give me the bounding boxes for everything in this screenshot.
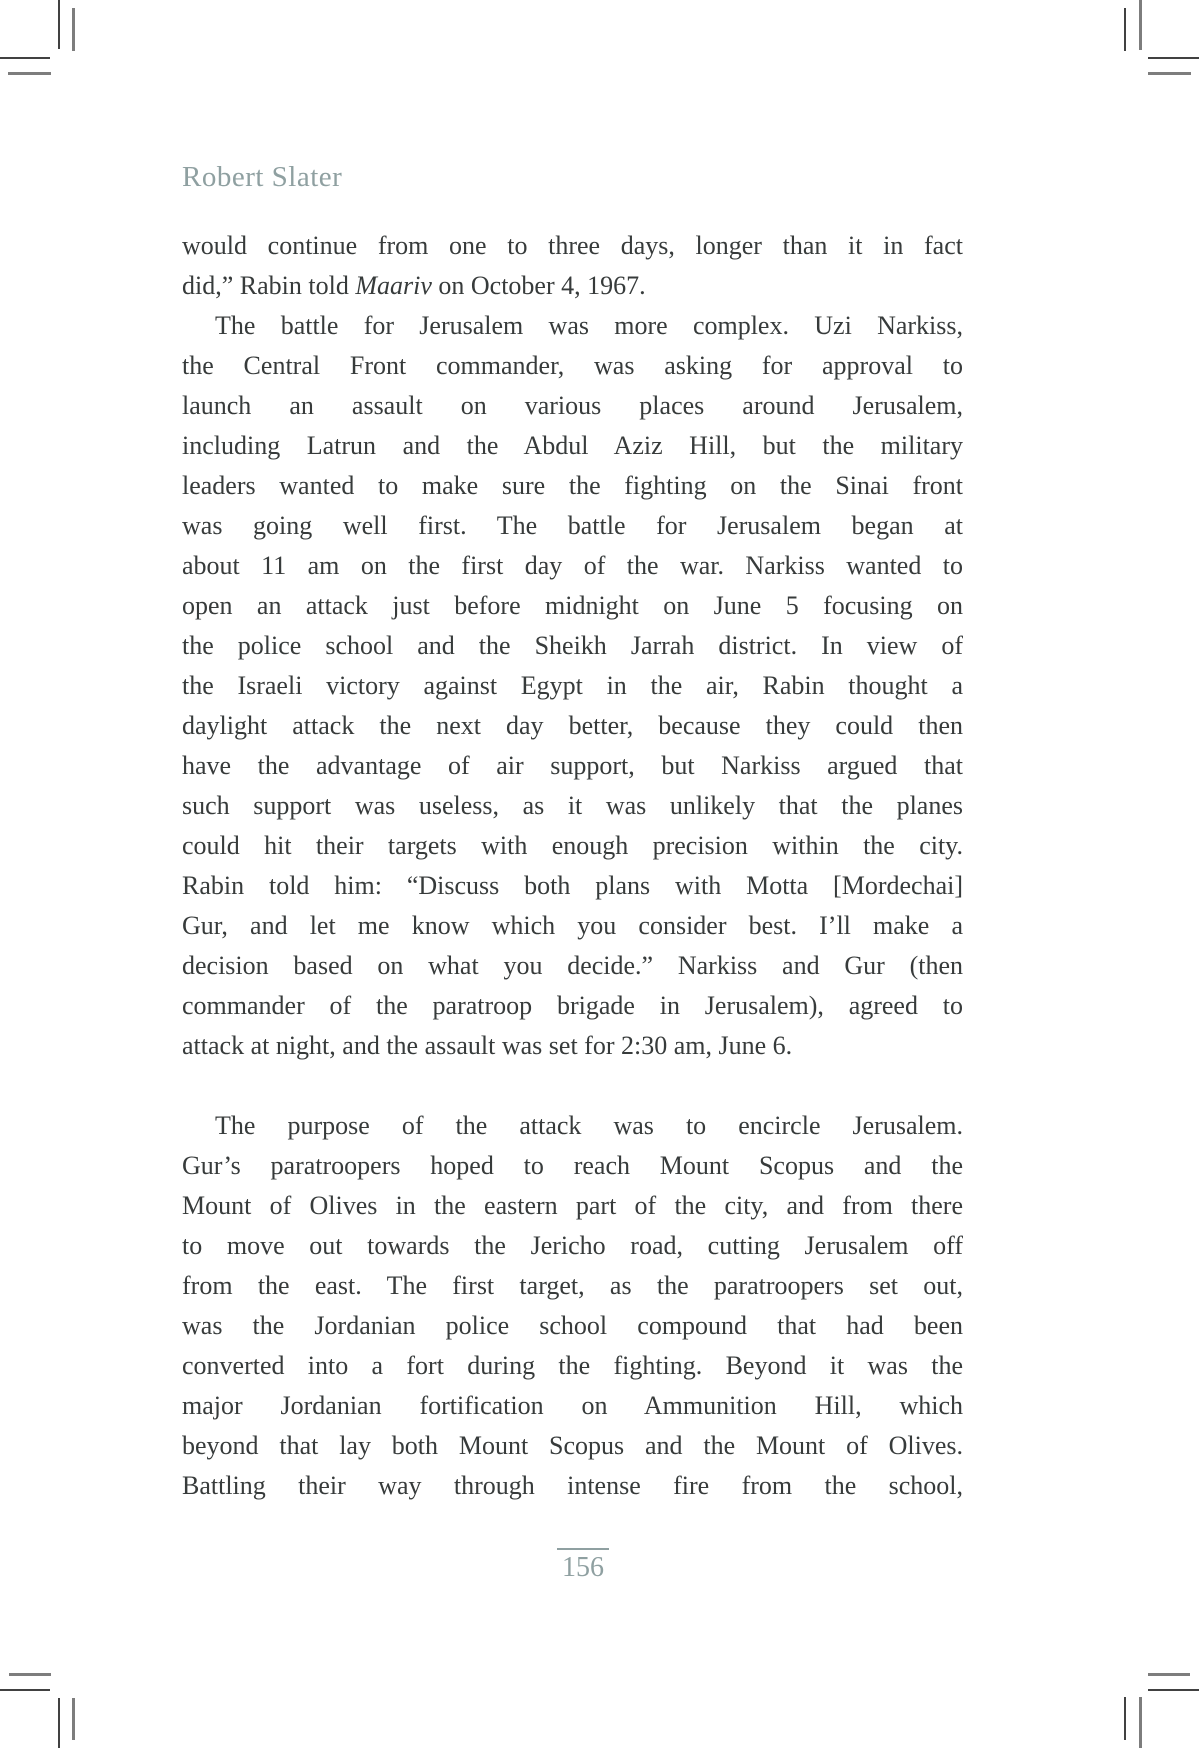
text-line: major Jordanian fortification on Ammunition Hill, which: [182, 1391, 963, 1420]
text-line: decision based on what you decide.” Narkiss and Gur (then: [182, 951, 963, 980]
text-line: attack at night, and the assault was set for 2:30 am, June 6.: [182, 1031, 793, 1060]
page-number: 156: [562, 1552, 604, 1583]
paragraph: [182, 226, 963, 306]
text-line: was the Jordanian police school compound that had been: [182, 1311, 963, 1340]
text-line: about 11 am on the first day of the war. Narkiss wanted to: [182, 551, 963, 580]
crop-mark-bottom-left-vertical: [58, 1698, 60, 1748]
text-line: converted into a fort during the fighting. Beyond it was the: [182, 1351, 963, 1380]
crop-mark-top-left-vertical: [58, 0, 60, 49]
crop-mark-bottom-right-vertical: [1124, 1697, 1126, 1740]
text-line: The battle for Jerusalem was more complex. Uzi Narkiss,: [215, 311, 963, 340]
text-line: Rabin told him: “Discuss both plans with Motta [Mordechai]: [182, 871, 963, 900]
text-line: Gur’s paratroopers hoped to reach Mount Scopus and the: [182, 1151, 963, 1180]
crop-mark-bottom-left-horizontal-offset: [9, 1673, 51, 1676]
text-line: have the advantage of air support, but Narkiss argued that: [182, 751, 963, 780]
crop-mark-top-right-horizontal: [1148, 57, 1199, 59]
text-line: would continue from one to three days, longer than it in fact: [182, 231, 963, 260]
text-line: leaders wanted to make sure the fighting on the Sinai front: [182, 471, 963, 500]
crop-mark-top-left-horizontal-offset: [8, 72, 51, 75]
text-line: Gur, and let me know which you consider best. I’ll make a: [182, 911, 963, 940]
crop-mark-top-left-vertical-offset: [72, 8, 75, 51]
text-line: Mount of Olives in the eastern part of the city, and from there: [182, 1191, 963, 1220]
crop-mark-top-right-horizontal-offset: [1148, 72, 1191, 75]
crop-mark-top-left-horizontal: [0, 57, 50, 59]
text-line: open an attack just before midnight on June 5 focusing on: [182, 591, 963, 620]
text-line: commander of the paratroop brigade in Jerusalem), agreed to: [182, 991, 963, 1020]
crop-mark-top-right-vertical-offset: [1139, 0, 1142, 50]
crop-mark-bottom-right-horizontal: [1148, 1689, 1199, 1691]
text-line: the Central Front commander, was asking for approval to: [182, 351, 963, 380]
text-line: including Latrun and the Abdul Aziz Hill, but the military: [182, 431, 963, 460]
text-line: launch an assault on various places around Jerusalem,: [182, 391, 963, 420]
text-line: Battling their way through intense fire from the school,: [182, 1471, 963, 1500]
crop-mark-bottom-left-vertical-offset: [72, 1698, 75, 1740]
text-line: the police school and the Sheikh Jarrah district. In view of: [182, 631, 963, 660]
crop-mark-bottom-right-vertical-offset: [1139, 1697, 1142, 1748]
crop-mark-bottom-right-horizontal-offset: [1148, 1673, 1190, 1676]
page-number-rule: [557, 1548, 609, 1550]
text-line: The purpose of the attack was to encircle Jerusalem.: [215, 1111, 963, 1140]
text-line: was going well first. The battle for Jerusalem began at: [182, 511, 963, 540]
text-line: beyond that lay both Mount Scopus and the Mount of Olives.: [182, 1431, 963, 1460]
text-line: did,” Rabin told Maariv on October 4, 1967.: [182, 271, 646, 300]
body-text: [182, 226, 963, 1506]
text-line: from the east. The first target, as the paratroopers set out,: [182, 1271, 963, 1300]
running-header-author: Robert Slater: [182, 161, 343, 193]
text-line: such support was useless, as it was unlikely that the planes: [182, 791, 963, 820]
text-line: could hit their targets with enough precision within the city.: [182, 831, 963, 860]
crop-mark-top-right-vertical: [1124, 8, 1126, 51]
text-line: the Israeli victory against Egypt in the air, Rabin thought a: [182, 671, 963, 700]
text-line: to move out towards the Jericho road, cutting Jerusalem off: [182, 1231, 963, 1260]
paragraph: [182, 1106, 963, 1506]
crop-mark-bottom-left-horizontal: [0, 1689, 50, 1691]
text-line: daylight attack the next day better, because they could then: [182, 711, 963, 740]
paragraph: [182, 306, 963, 1066]
